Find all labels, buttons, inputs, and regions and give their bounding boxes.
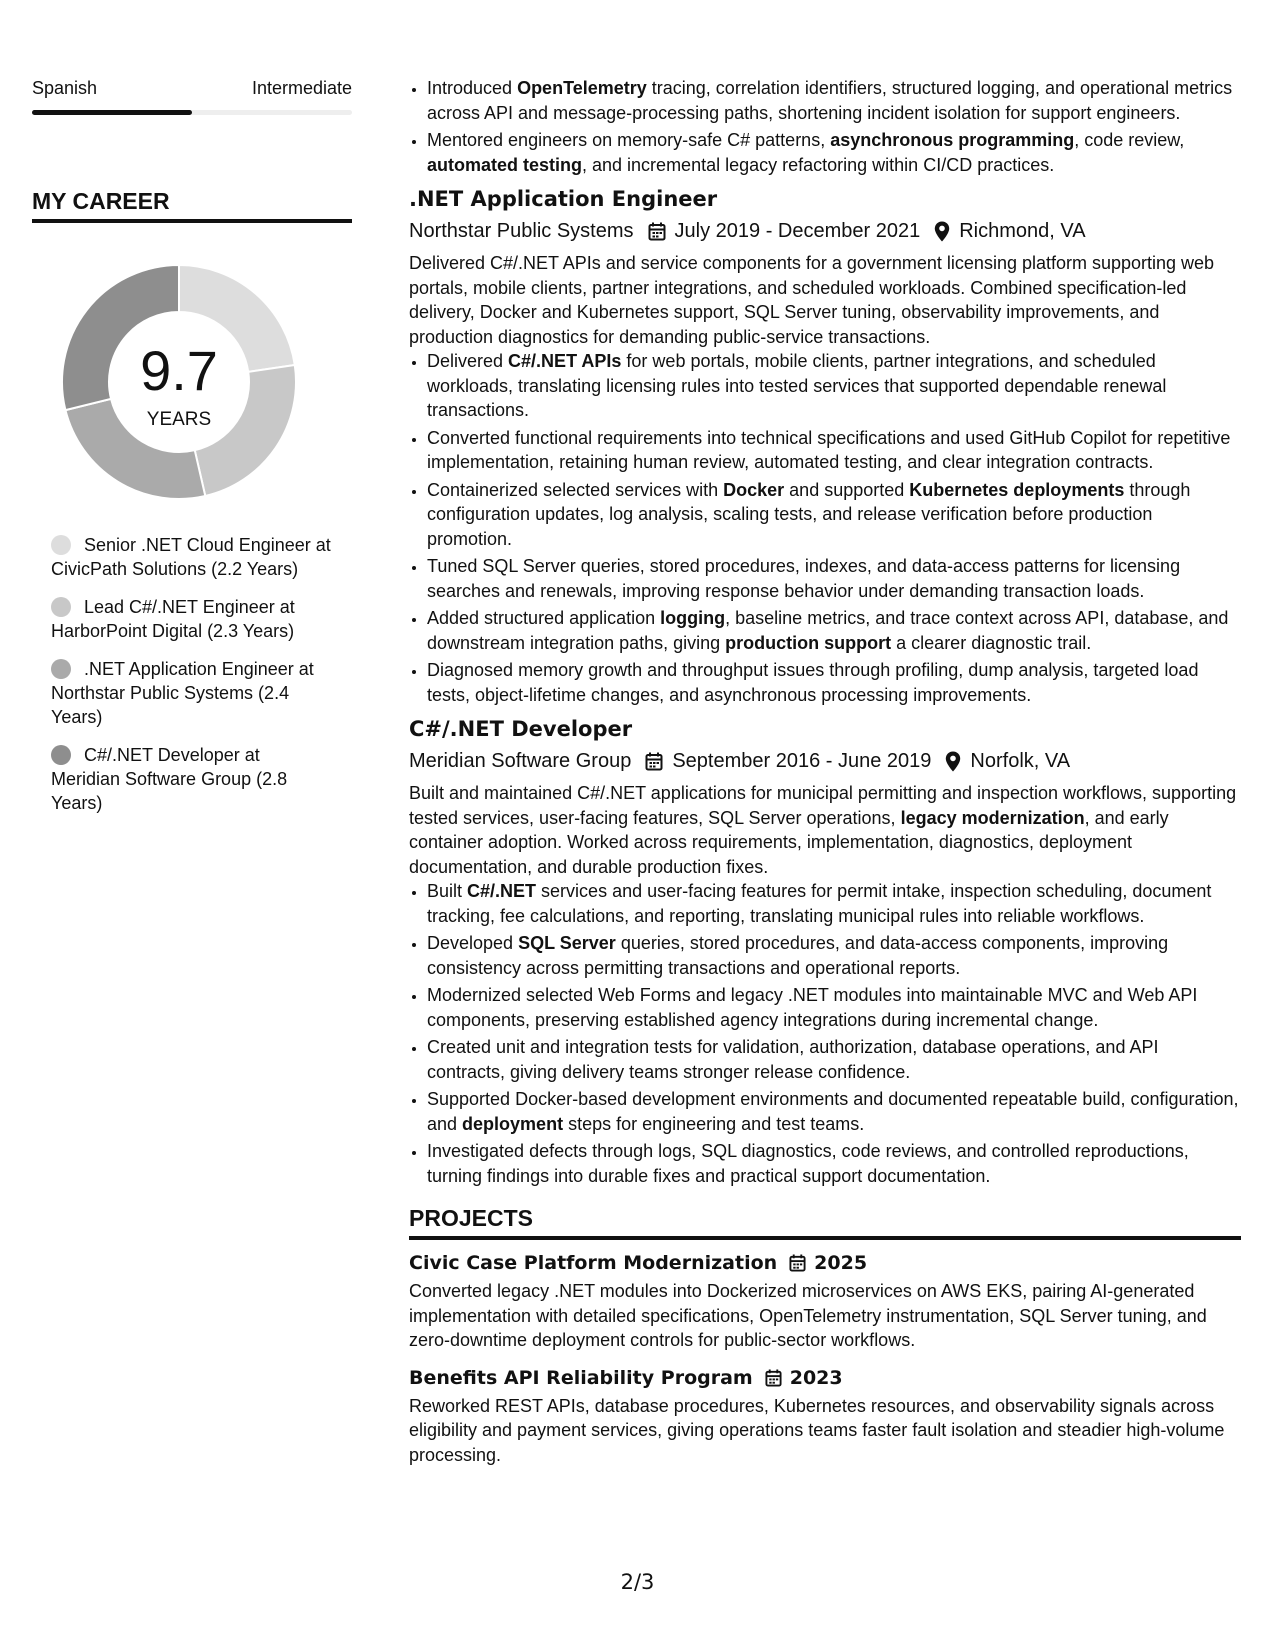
bullet-item: • Mentored engineers on memory-safe C# patterns, asynchronous programming, code review, automated testing, and incremental legacy refactoring within CI/CD practices. — [427, 128, 1241, 177]
bullet-item: • Created unit and integration tests for validation, authorization, database operations, and API contracts, giving delivery teams stronger release confidence. — [427, 1035, 1241, 1084]
bullet-item: • Introduced OpenTelemetry tracing, correlation identifiers, structured logging, and operational metrics across API and message-processing paths, shortening incident isolation for support engineers. — [427, 76, 1241, 125]
job-company: Northstar Public Systems — [409, 220, 634, 242]
project-title: Civic Case Platform Modernization — [409, 1252, 778, 1274]
bullet-item: • Diagnosed memory growth and throughput issues through profiling, dump analysis, targeted load tests, object-lifetime changes, and asynchronous processing improvements. — [427, 658, 1241, 707]
job-title: C#/.NET Developer — [409, 717, 633, 741]
projects-heading: PROJECTS — [409, 1204, 1241, 1240]
bullet-item: • Tuned SQL Server queries, stored procedures, indexes, and data-access patterns for licensing searches and renewals, improving response behavior under demanding transaction loads. — [427, 554, 1241, 603]
language-proficiency-fill — [32, 110, 192, 115]
right-column — [409, 76, 1241, 1467]
legend-item — [51, 533, 331, 581]
bullet-item: • Built C#/.NET services and user-facing features for permit intake, inspection scheduling, document tracking, fee calculations, and reporting, translating municipal rules into reliable workflows. — [427, 879, 1241, 928]
language-level: Intermediate — [251, 78, 352, 98]
job-dates: September 2016 - June 2019 — [672, 750, 932, 772]
career-total-value: 9.7 — [140, 339, 218, 402]
legend-label: C#/.NET Developer at Meridian Software Group (2.8 Years) — [51, 745, 288, 813]
calendar-icon — [765, 1369, 782, 1387]
legend-swatch — [51, 745, 71, 765]
bullet-item: • Modernized selected Web Forms and legacy .NET modules into maintainable MVC and Web API components, preserving established agency integrations during incremental change. — [427, 983, 1241, 1032]
job-bullets — [409, 879, 1241, 1188]
legend-item — [51, 595, 331, 643]
language-name: Spanish — [32, 78, 98, 98]
map-pin-icon — [945, 751, 961, 772]
job-location: Richmond, VA — [959, 220, 1086, 242]
career-legend — [32, 533, 352, 815]
job-meta — [409, 218, 1241, 244]
project-description: Converted legacy .NET modules into Dockerized microservices on AWS EKS, pairing AI-generated implementation with detailed specifications, OpenTelemetry instrumentation, SQL Server tuning, and zero-downtime deployment controls for public-sector workflows. — [409, 1281, 1207, 1350]
legend-label: Senior .NET Cloud Engineer at CivicPath Solutions (2.2 Years) — [51, 535, 331, 579]
calendar-icon — [645, 752, 663, 771]
bullet-item: • Investigated defects through logs, SQL diagnostics, code reviews, and controlled reproductions, turning findings into durable fixes and practical support documentation. — [427, 1139, 1241, 1188]
job-summary: Built and maintained C#/.NET applications for municipal permitting and inspection workflows, supporting tested services, user-facing features, SQL Server operations, legacy modernization, and early container adoption. Worked across requirements, implementation, diagnostics, deployment documentation, and durable production fixes. — [409, 783, 1237, 877]
project-year: 2023 — [789, 1366, 843, 1389]
bullet-item: • Supported Docker-based development environments and documented repeatable build, configuration, and deployment steps for engineering and test teams. — [427, 1087, 1241, 1136]
job-entry — [409, 715, 1241, 1188]
legend-label: .NET Application Engineer at Northstar Public Systems (2.4 Years) — [51, 659, 314, 727]
bullet-item: • Converted functional requirements into technical specifications and used GitHub Copilot for repetitive implementation, retaining human review, automated testing, and clear integration contracts. — [427, 426, 1241, 475]
job-dates: July 2019 - December 2021 — [674, 220, 921, 242]
project-year: 2025 — [814, 1252, 868, 1274]
project-description: Reworked REST APIs, database procedures, Kubernetes resources, and observability signals across eligibility and payment services, giving operations teams faster fault isolation and steadier high-volume processing. — [409, 1395, 1225, 1465]
bullet-item: • Developed SQL Server queries, stored procedures, and data-access components, improving consistency across permitting transactions and operational reports. — [427, 931, 1241, 980]
bullet-item: • Added structured application logging, baseline metrics, and trace context across API, database, and downstream integration paths, giving production support a clearer diagnostic trail. — [427, 606, 1241, 655]
job-location: Norfolk, VA — [970, 750, 1071, 772]
legend-item — [51, 657, 331, 729]
job-meta — [409, 748, 1241, 774]
job-title: .NET Application Engineer — [409, 187, 718, 211]
previous-job-bullets — [409, 76, 1241, 177]
legend-swatch — [51, 597, 71, 617]
legend-swatch — [51, 659, 71, 679]
project-entry — [409, 1365, 1241, 1468]
legend-label: Lead C#/.NET Engineer at HarborPoint Digital (2.3 Years) — [51, 597, 295, 641]
calendar-icon — [789, 1254, 806, 1272]
career-donut-chart — [54, 257, 304, 507]
project-title: Benefits API Reliability Program — [409, 1366, 753, 1389]
bullet-item: • Delivered C#/.NET APIs for web portals, mobile clients, partner integrations, and scheduled workloads, translating licensing rules into tested services that supported dependable renewal transactions. — [427, 349, 1241, 423]
language-item — [32, 76, 352, 115]
project-entry — [409, 1250, 1241, 1353]
calendar-icon — [648, 222, 666, 241]
job-bullets — [409, 349, 1241, 707]
left-column — [32, 76, 352, 829]
career-total-unit: YEARS — [146, 409, 212, 430]
job-company: Meridian Software Group — [409, 750, 632, 772]
legend-swatch — [51, 535, 71, 555]
career-heading: MY CAREER — [32, 187, 352, 223]
language-proficiency-bar — [32, 110, 352, 115]
map-pin-icon — [934, 221, 950, 242]
page-number: 2/3 — [620, 1570, 655, 1594]
job-summary: Delivered C#/.NET APIs and service components for a government licensing platform supporting web portals, mobile clients, partner integrations, and scheduled workloads. Combined specification-led delivery, Docker and Kubernetes support, SQL Server tuning, observability improvements, and production diagnostics for demanding public-service transactions. — [409, 253, 1215, 347]
job-entry — [409, 185, 1241, 707]
bullet-item: • Containerized selected services with Docker and supported Kubernetes deployments through configuration updates, log analysis, scaling tests, and release verification before production promotion. — [427, 478, 1241, 552]
legend-item — [51, 743, 331, 815]
